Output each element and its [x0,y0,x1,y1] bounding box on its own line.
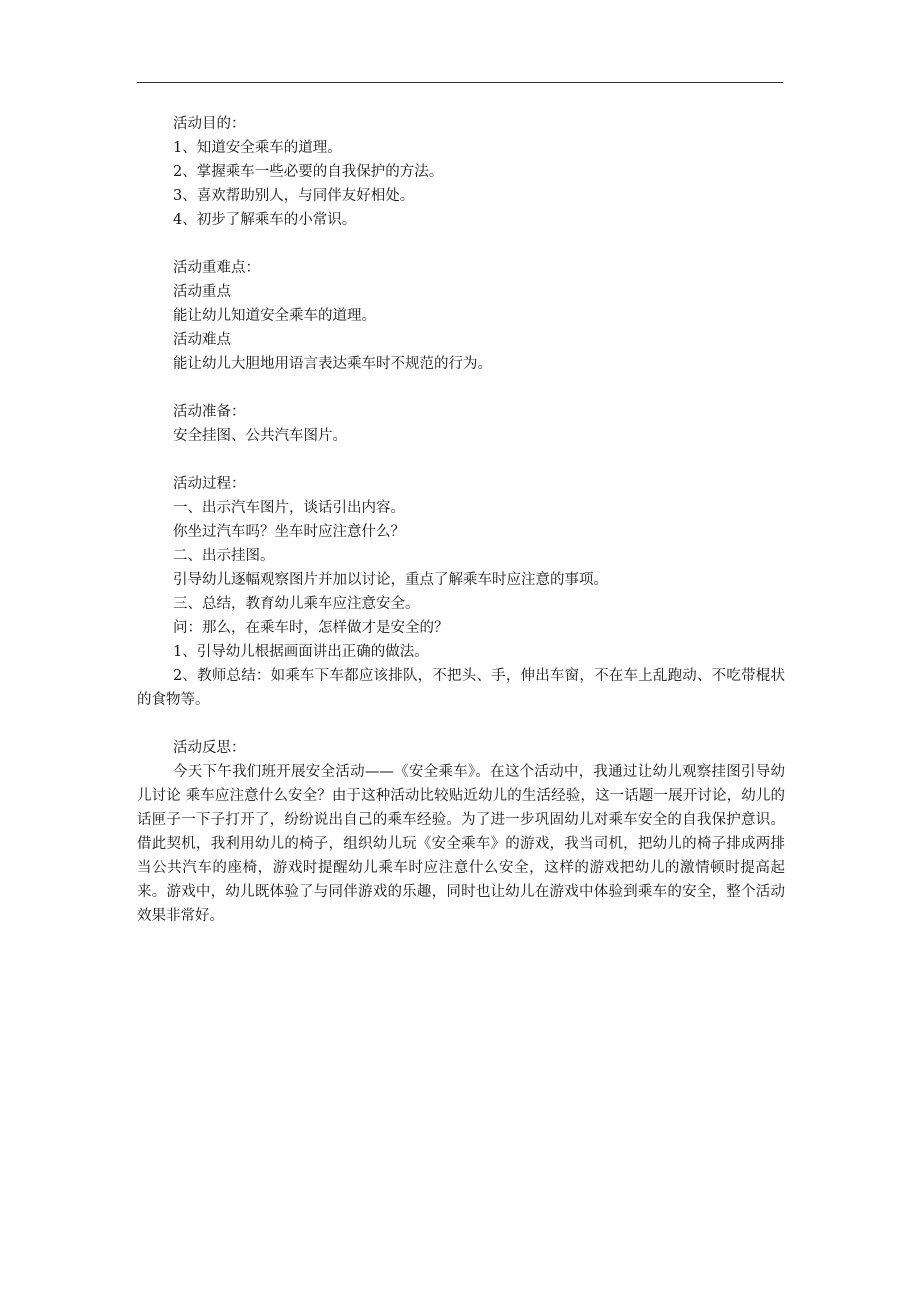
process-line-3: 二、出示挂图。 [173,548,275,564]
preparation-text: 安全挂图、公共汽车图片。 [173,428,347,444]
section-spacer [173,232,785,256]
process-line-8: 2、教师总结：如乘车下车都应该排队，不把头、手，伸出车窗，不在车上乱跑动、不吃带棍状的食物等。 [137,668,785,708]
focus-text: 能让幼儿知道安全乘车的道理。 [173,308,376,324]
process-heading: 活动过程： [173,476,246,492]
reflection-heading: 活动反思： [173,740,246,756]
goals-heading: 活动目的： [173,116,246,132]
focus-label: 活动重点 [173,284,231,300]
reflection-paragraph: 今天下午我们班开展安全活动——《安全乘车》。在这个活动中，我通过让幼儿观察挂图引导幼儿讨论 乘车应注意什么安全？由于这种活动比较贴近幼儿的生活经验，这一话题一展开讨论，幼儿的话匣子一下子打开了，纷纷说出自己的乘车经验。为了进一步巩固幼儿对乘车安全的自我保护意识。借此契机，我利用幼儿的椅子，组织幼儿玩《安全乘车》的游戏，我当司机，把幼儿的椅子排成两排当公共汽车的座椅，游戏时提醒幼儿乘车时应注意什么安全，这样的游戏把幼儿的激情顿时提高起来。游戏中，幼儿既体验了与同伴游戏的乐趣，同时也让幼儿在游戏中体验到乘车的安全，整个活动效果非常好。 [137,764,785,924]
process-line-6: 问：那么，在乘车时，怎样做才是安全的？ [173,620,449,636]
preparation-heading: 活动准备： [173,404,246,420]
process-line-1: 一、出示汽车图片，谈话引出内容。 [173,500,405,516]
process-line-7: 1、引导幼儿根据画面讲出正确的做法。 [173,644,429,660]
difficulty-text: 能让幼儿大胆地用语言表达乘车时不规范的行为。 [173,356,492,372]
process-line-5: 三、总结，教育幼儿乘车应注意安全。 [173,596,420,612]
section-spacer [173,448,785,472]
goal-item-2: 2、掌握乘车一些必要的自我保护的方法。 [173,164,444,180]
process-line-2: 你坐过汽车吗？坐车时应注意什么？ [173,524,405,540]
key-points-heading: 活动重难点： [173,260,260,276]
goal-item-4: 4、初步了解乘车的小常识。 [173,212,357,228]
section-spacer [173,712,785,736]
difficulty-label: 活动难点 [173,332,231,348]
process-line-4: 引导幼儿逐幅观察图片并加以讨论，重点了解乘车时应注意的事项。 [173,572,608,588]
document-body [137,112,785,928]
goal-item-3: 3、喜欢帮助别人，与同伴友好相处。 [173,188,415,204]
section-spacer [173,376,785,400]
header-rule [137,82,783,83]
goal-item-1: 1、知道安全乘车的道理。 [173,140,342,156]
